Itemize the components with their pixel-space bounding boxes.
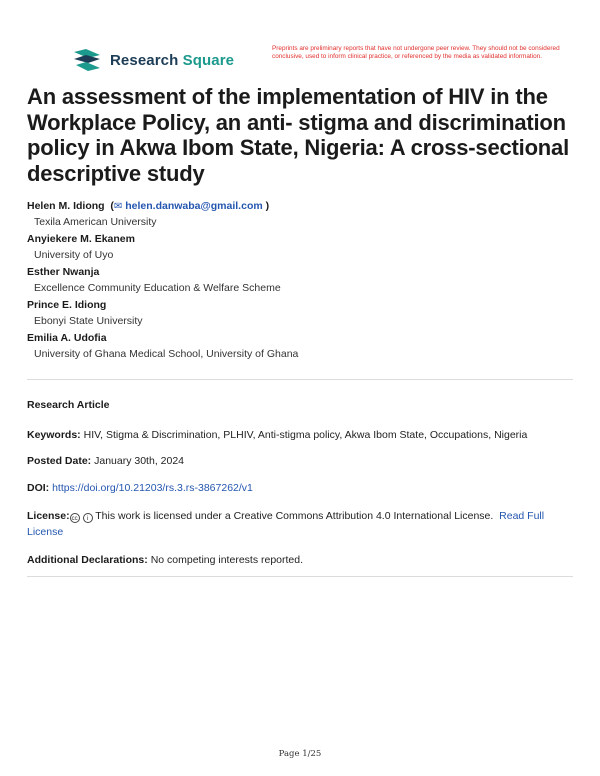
author-name: Anyiekere M. Ekanem: [27, 233, 135, 245]
paper-title: An assessment of the implementation of HIV in the Workplace Policy, an anti- stigma and discrimination policy in Akwa Ibom State, Nigeria: A cross-sectional descriptive study: [27, 84, 569, 186]
research-square-logo[interactable]: [74, 46, 234, 74]
article-type: Research Article: [27, 399, 110, 411]
license-text: This work is licensed under a Creative Commons Attribution 4.0 International License.: [95, 510, 494, 522]
read-full-license-link[interactable]: Read Full License: [27, 510, 545, 538]
license: [27, 508, 577, 540]
envelope-icon: ✉: [113, 201, 123, 212]
keywords: [27, 427, 577, 443]
research-square-logo-icon: [74, 49, 102, 71]
posted-date-value: January 30th, 2024: [94, 455, 185, 467]
additional-declarations: [27, 552, 577, 568]
author-affiliation: Texila American University: [34, 216, 157, 228]
author-affiliation: University of Ghana Medical School, University of Ghana: [34, 348, 299, 360]
declarations-value: No competing interests reported.: [150, 554, 304, 566]
author-name: Esther Nwanja: [27, 266, 100, 278]
author-affiliation: Excellence Community Education & Welfare Scheme: [34, 282, 281, 294]
divider: [27, 379, 573, 380]
preprint-disclaimer: Preprints are preliminary reports that have not undergone peer review. They should not be considered conclusive, used to inform clinical practice, or referenced by the media as validated information.: [272, 45, 560, 60]
author-name: Helen M. Idiong (✉ helen.danwaba@gmail.com ): [27, 200, 270, 212]
author-name: Emilia A. Udofia: [27, 332, 107, 344]
author-affiliation: Ebonyi State University: [34, 315, 143, 327]
posted-date-label: Posted Date:: [27, 455, 92, 467]
keywords-value: HIV, Stigma & Discrimination, PLHIV, Anti-stigma policy, Akwa Ibom State, Occupations, Nigeria: [83, 429, 528, 441]
brand-name: [110, 52, 234, 69]
posted-date: [27, 453, 577, 469]
declarations-label: Additional Declarations:: [27, 554, 148, 566]
cc-icon: cc: [70, 513, 80, 523]
doi-label: DOI:: [27, 482, 50, 494]
author-affiliation: University of Uyo: [34, 249, 114, 261]
attribution-icon: i: [83, 513, 93, 523]
keywords-label: Keywords:: [27, 429, 81, 441]
brand-name-part2: Square: [182, 51, 235, 69]
doi-link[interactable]: https://doi.org/10.21203/rs.3.rs-3867262/v1: [52, 482, 253, 494]
brand-name-part1: Research: [110, 51, 179, 69]
page-number: Page 1/25: [278, 749, 322, 759]
divider: [27, 576, 573, 577]
license-label: License:: [27, 510, 70, 522]
author-name: Prince E. Idiong: [27, 299, 107, 311]
doi: [27, 480, 577, 496]
author-email-link[interactable]: helen.danwaba@gmail.com: [125, 200, 263, 212]
author-list: [27, 198, 567, 363]
